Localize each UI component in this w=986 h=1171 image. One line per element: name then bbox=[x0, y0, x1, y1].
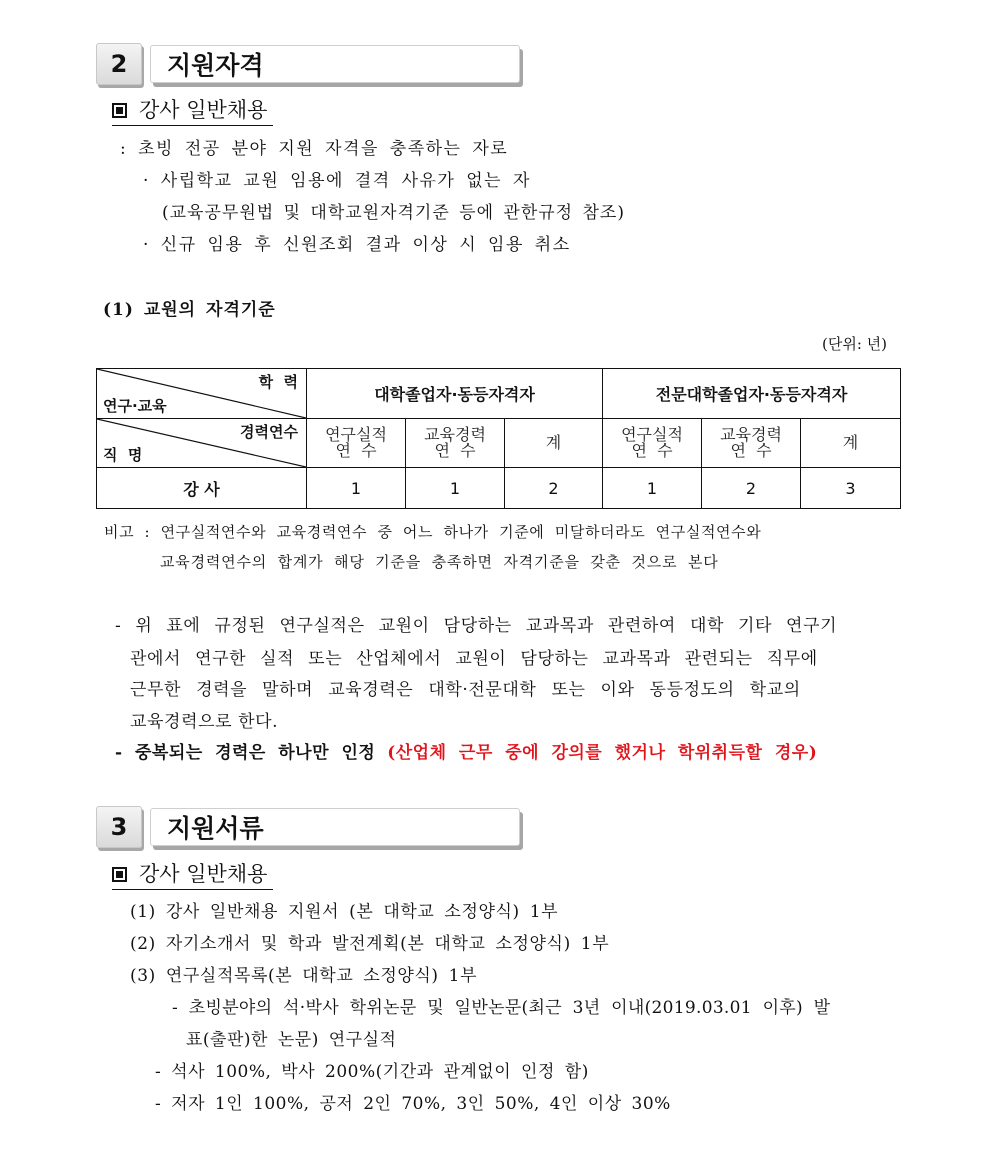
duplicate-career-text: - 중복되는 경력은 하나만 인정 bbox=[115, 743, 376, 763]
table-note: 비고 : 연구실적연수와 교육경력연수 중 어느 하나가 기준에 미달하더라도 연구실적연수와 bbox=[104, 523, 762, 541]
qualification-line: · 신규 임용 후 신원조회 결과 이상 시 임용 취소 bbox=[143, 235, 571, 255]
table-corner-2 bbox=[97, 419, 307, 468]
table-note: 교육경력연수의 합계가 해당 기준을 충족하면 자격기준을 갖춘 것으로 본다 bbox=[160, 553, 719, 571]
column-header-line: 연 수 bbox=[730, 441, 772, 460]
column-header-line: 연 수 bbox=[631, 441, 673, 460]
column-header-line: 교육경력 bbox=[720, 425, 782, 444]
column-header-line: 연구실적 bbox=[621, 425, 683, 444]
duplicate-career-note bbox=[115, 741, 817, 765]
table-cell: 2 bbox=[505, 468, 603, 509]
qualification-table bbox=[96, 368, 901, 509]
filled-square-icon bbox=[112, 867, 127, 882]
column-header-line: 연 수 bbox=[434, 441, 476, 460]
sub-heading-label: 강사 일반채용 bbox=[139, 862, 268, 886]
paragraph-line: 관에서 연구한 실적 또는 산업체에서 교원이 담당하는 교과목과 관련되는 직무에 bbox=[130, 649, 818, 669]
table-cell: 3 bbox=[801, 468, 901, 509]
document-subitem: - 초빙분야의 석·박사 학위논문 및 일반논문(최근 3년 이내(2019.03.01 이후) 발 bbox=[172, 998, 831, 1018]
weight-bullet: - 석사 100%, 박사 200%(기간과 관계없이 인정 함) bbox=[155, 1062, 589, 1082]
sub-heading bbox=[112, 95, 273, 126]
column-group-header: 전문대학졸업자·동등자격자 bbox=[603, 369, 901, 419]
document-subitem: 표(출판)한 논문) 연구실적 bbox=[186, 1030, 397, 1050]
column-header bbox=[406, 419, 505, 468]
column-header: 계 bbox=[801, 419, 901, 468]
qualification-line: (교육공무원법 및 대학교원자격기준 등에 관한규정 참조) bbox=[162, 203, 625, 223]
qualification-line: : 초빙 전공 분야 지원 자격을 충족하는 자로 bbox=[120, 139, 509, 159]
filled-square-icon bbox=[112, 103, 127, 118]
corner-label: 학 력 bbox=[258, 373, 298, 391]
column-header-line: 교육경력 bbox=[424, 425, 486, 444]
row-header: 강 사 bbox=[97, 468, 307, 509]
column-header-line: 연 수 bbox=[335, 441, 377, 460]
column-header bbox=[702, 419, 801, 468]
paragraph-line: - 위 표에 규정된 연구실적은 교원이 담당하는 교과목과 관련하여 대학 기타 연구기 bbox=[115, 616, 838, 636]
document-item: (2) 자기소개서 및 학과 발전계획(본 대학교 소정양식) 1부 bbox=[130, 934, 610, 954]
table-cell: 1 bbox=[603, 468, 702, 509]
column-header bbox=[603, 419, 702, 468]
column-group-header: 대학졸업자·동등자격자 bbox=[307, 369, 603, 419]
corner-label: 경력연수 bbox=[240, 423, 298, 441]
table-corner-1 bbox=[97, 369, 307, 419]
column-header bbox=[307, 419, 406, 468]
section-number-badge: 3 bbox=[96, 806, 142, 848]
section-title: 지원서류 bbox=[150, 808, 520, 846]
document-item: (3) 연구실적목록(본 대학교 소정양식) 1부 bbox=[130, 966, 478, 986]
section-title: 지원자격 bbox=[150, 45, 520, 83]
corner-label: 직 명 bbox=[103, 446, 143, 464]
table-cell: 1 bbox=[307, 468, 406, 509]
column-header: 계 bbox=[505, 419, 603, 468]
qualification-line: · 사립학교 교원 임용에 결격 사유가 없는 자 bbox=[143, 171, 531, 191]
section-number-badge: 2 bbox=[96, 43, 142, 85]
paragraph-line: 교육경력으로 한다. bbox=[130, 712, 279, 732]
table-cell: 2 bbox=[702, 468, 801, 509]
column-header-line: 연구실적 bbox=[325, 425, 387, 444]
weight-bullet: - 저자 1인 100%, 공저 2인 70%, 3인 50%, 4인 이상 30% bbox=[155, 1094, 671, 1114]
sub-heading bbox=[112, 859, 273, 890]
duplicate-career-condition: (산업체 근무 중에 강의를 했거나 학위취득할 경우) bbox=[387, 743, 818, 763]
table-cell: 1 bbox=[406, 468, 505, 509]
corner-label: 연구·교육 bbox=[103, 397, 167, 415]
table-title: (1) 교원의 자격기준 bbox=[103, 300, 276, 320]
paragraph-line: 근무한 경력을 말하며 교육경력은 대학·전문대학 또는 이와 동등정도의 학교의 bbox=[130, 680, 801, 700]
document-item: (1) 강사 일반채용 지원서 (본 대학교 소정양식) 1부 bbox=[130, 902, 559, 922]
sub-heading-label: 강사 일반채용 bbox=[139, 98, 268, 122]
unit-label: (단위: 년) bbox=[822, 335, 887, 353]
